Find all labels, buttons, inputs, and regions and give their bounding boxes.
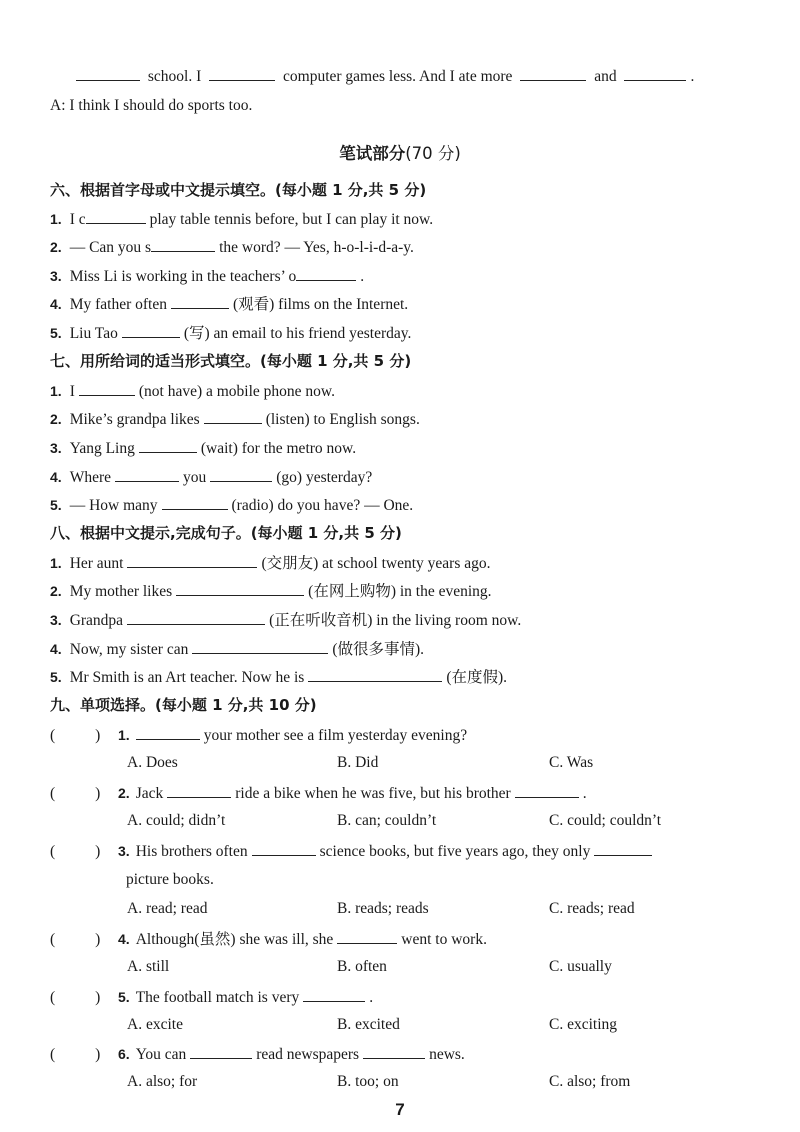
option-b[interactable]: B. too; on bbox=[337, 1073, 399, 1090]
blank[interactable] bbox=[303, 987, 365, 1002]
blank[interactable] bbox=[190, 1044, 252, 1059]
question-item: 5. — How many (radio) do you have? — One. bbox=[50, 497, 414, 514]
blank[interactable] bbox=[308, 667, 442, 682]
question-item: 2. Mike’s grandpa likes (listen) to English songs. bbox=[50, 411, 420, 428]
answer-bracket[interactable]: ( ) bbox=[50, 727, 101, 744]
option-c[interactable]: C. exciting bbox=[549, 1016, 618, 1033]
blank[interactable] bbox=[171, 294, 229, 309]
option-a[interactable]: A. could; didn’t bbox=[127, 812, 226, 829]
option-b[interactable]: B. can; couldn’t bbox=[337, 812, 437, 829]
blank[interactable] bbox=[176, 581, 304, 596]
mc-question: ( ) 2. Jack ride a bike when he was five, but his brother . bbox=[50, 782, 762, 805]
question-item: 3. Miss Li is working in the teachers’ o . bbox=[50, 268, 365, 285]
blank[interactable] bbox=[115, 467, 179, 482]
page-title: 笔试部分(70 分) bbox=[339, 144, 461, 163]
section-header: 八、根据中文提示,完成句子。(每小题 1 分,共 5 分) bbox=[50, 524, 402, 542]
answer-bracket[interactable]: ( ) bbox=[50, 931, 101, 948]
mc-question: ( ) 6. You can read newspapers news. bbox=[50, 1043, 762, 1066]
blank[interactable] bbox=[624, 66, 686, 81]
blank[interactable] bbox=[167, 783, 231, 798]
answer-bracket[interactable]: ( ) bbox=[50, 785, 101, 802]
blank[interactable] bbox=[192, 639, 328, 654]
option-a[interactable]: A. read; read bbox=[127, 900, 208, 917]
blank[interactable] bbox=[594, 841, 652, 856]
blank[interactable] bbox=[162, 495, 228, 510]
page-number: 7 bbox=[395, 1100, 405, 1119]
mc-question: ( ) 3. His brothers often science books, but five years ago, they only bbox=[50, 840, 762, 863]
question-item: 4. Where you (go) yesterday? bbox=[50, 469, 373, 486]
question-item: 4. My father often (观看) films on the Internet. bbox=[50, 296, 409, 313]
answer-bracket[interactable]: ( ) bbox=[50, 989, 101, 1006]
blank[interactable] bbox=[127, 610, 265, 625]
option-a[interactable]: A. Does bbox=[127, 754, 178, 771]
option-b[interactable]: B. Did bbox=[337, 754, 379, 771]
question-item: 2. My mother likes (在网上购物) in the evening. bbox=[50, 583, 492, 600]
question-item: 5. Mr Smith is an Art teacher. Now he is (在度假). bbox=[50, 669, 508, 686]
blank[interactable] bbox=[139, 438, 197, 453]
section-header: 九、单项选择。(每小题 1 分,共 10 分) bbox=[50, 696, 317, 714]
blank[interactable] bbox=[136, 725, 200, 740]
blank[interactable] bbox=[209, 66, 275, 81]
answer-bracket[interactable]: ( ) bbox=[50, 1046, 101, 1063]
option-b[interactable]: B. excited bbox=[337, 1016, 400, 1033]
option-b[interactable]: B. reads; reads bbox=[337, 900, 429, 917]
blank[interactable] bbox=[151, 237, 215, 252]
blank[interactable] bbox=[127, 553, 257, 568]
question-continuation: picture books. bbox=[126, 871, 214, 888]
option-a[interactable]: A. excite bbox=[127, 1016, 183, 1033]
blank[interactable] bbox=[296, 266, 356, 281]
blank[interactable] bbox=[210, 467, 272, 482]
question-item: 1. I c play table tennis before, but I can play it now. bbox=[50, 211, 434, 228]
question-item: 5. Liu Tao (写) an email to his friend yesterday. bbox=[50, 325, 412, 342]
blank[interactable] bbox=[204, 409, 262, 424]
question-item: 1. I (not have) a mobile phone now. bbox=[50, 383, 335, 400]
blank[interactable] bbox=[86, 209, 146, 224]
option-c[interactable]: C. could; couldn’t bbox=[549, 812, 662, 829]
dialogue-line: A: I think I should do sports too. bbox=[50, 97, 253, 114]
question-item: 4. Now, my sister can (做很多事情). bbox=[50, 641, 425, 658]
option-b[interactable]: B. often bbox=[337, 958, 387, 975]
blank[interactable] bbox=[337, 929, 397, 944]
blank[interactable] bbox=[515, 783, 579, 798]
mc-question: ( ) 5. The football match is very . bbox=[50, 986, 762, 1009]
option-a[interactable]: A. still bbox=[127, 958, 170, 975]
option-c[interactable]: C. Was bbox=[549, 754, 594, 771]
option-a[interactable]: A. also; for bbox=[127, 1073, 198, 1090]
section-header: 七、用所给词的适当形式填空。(每小题 1 分,共 5 分) bbox=[50, 352, 412, 370]
blank[interactable] bbox=[252, 841, 316, 856]
dialogue-line: school. I computer games less. And I ate more and . bbox=[76, 66, 762, 88]
blank[interactable] bbox=[520, 66, 586, 81]
option-c[interactable]: C. reads; read bbox=[549, 900, 635, 917]
blank[interactable] bbox=[122, 323, 180, 338]
blank[interactable] bbox=[363, 1044, 425, 1059]
blank[interactable] bbox=[79, 381, 135, 396]
mc-question: ( ) 4. Although(虽然) she was ill, she went to work. bbox=[50, 928, 762, 951]
question-item: 1. Her aunt (交朋友) at school twenty years ago. bbox=[50, 555, 491, 572]
blank[interactable] bbox=[76, 66, 140, 81]
answer-bracket[interactable]: ( ) bbox=[50, 843, 101, 860]
option-c[interactable]: C. also; from bbox=[549, 1073, 631, 1090]
question-item: 3. Yang Ling (wait) for the metro now. bbox=[50, 440, 357, 457]
section-header: 六、根据首字母或中文提示填空。(每小题 1 分,共 5 分) bbox=[50, 181, 427, 199]
question-item: 2. — Can you s the word? — Yes, h-o-l-i-d-a-y. bbox=[50, 239, 414, 256]
mc-question: ( ) 1. your mother see a film yesterday evening? bbox=[50, 724, 762, 747]
option-c[interactable]: C. usually bbox=[549, 958, 612, 975]
question-item: 3. Grandpa (正在听收音机) in the living room now. bbox=[50, 612, 522, 629]
